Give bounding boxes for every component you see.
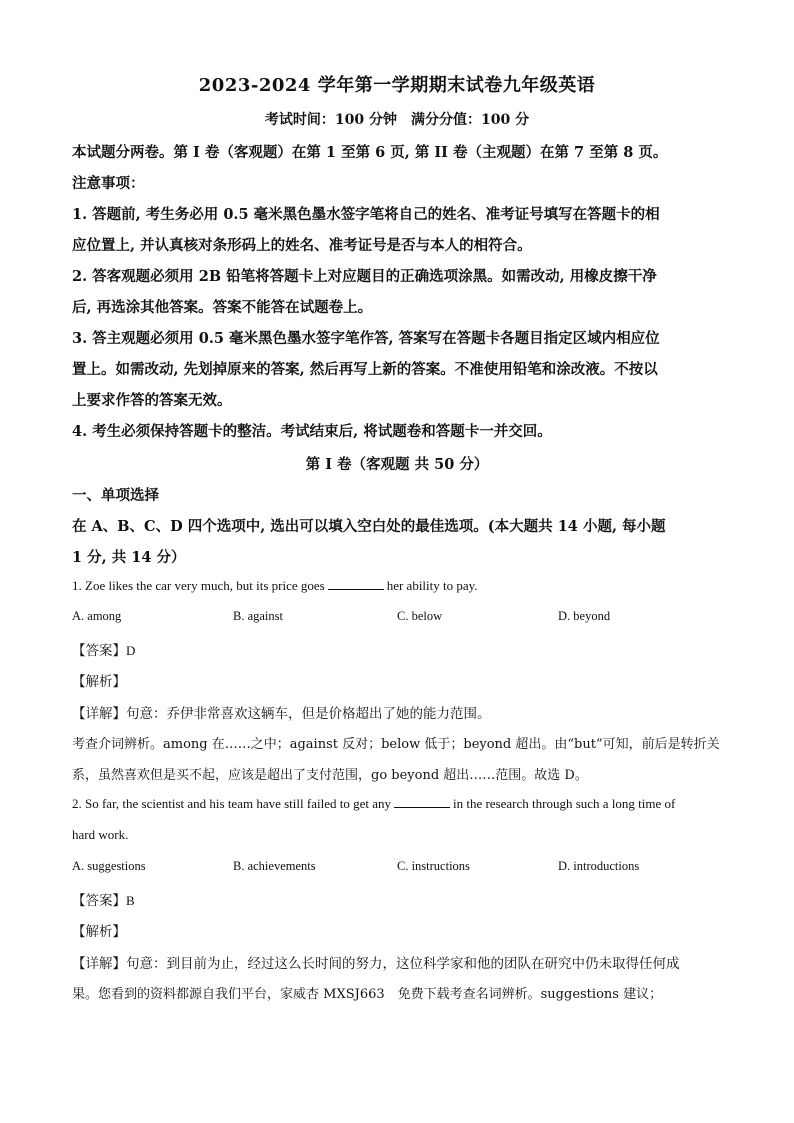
question-1-before: 1. Zoe likes the car very much, but its price goes (72, 578, 325, 593)
notes-heading: 注意事项： (72, 175, 145, 192)
part-heading: 一、单项选择 (72, 487, 159, 504)
note-3-line-1: 3. 答主观题必须用 0.5 毫米黑色墨水签字笔作答, 答案写在答题卡各题目指定区域内相应位 (72, 330, 660, 347)
note-2-line-1: 2. 答客观题必须用 2B 铅笔将答题卡上对应题目的正确选项涂黑。如需改动, 用橡皮擦干净 (72, 268, 657, 285)
q2-detail-text: 句意：到目前为止，经过这么长时间的努力，这位科学家和他的团队在研究中仍未取得任何成 (126, 956, 680, 972)
q1-option-a: A. among (72, 609, 122, 623)
question-2-cont: hard work. (72, 827, 129, 842)
q2-option-a: A. suggestions (72, 859, 146, 873)
q2-option-d: D. introductions (558, 859, 640, 873)
q2-option-c: C. instructions (397, 859, 470, 873)
q1-option-d: D. beyond (558, 609, 611, 623)
instruction-line-2: 1 分, 共 14 分） (72, 549, 186, 566)
q2-answer-label: 【答案】 (72, 893, 126, 909)
note-3-line-2: 置上。如需改动, 先划掉原来的答案, 然后再写上新的答案。不准使用铅笔和涂改液。不按以 (72, 361, 658, 378)
exam-info: 考试时间：100 分钟 满分分值：100 分 (264, 112, 530, 128)
note-1-line-2: 应位置上, 并认真核对条形码上的姓名、准考证号是否与本人的相符合。 (72, 237, 532, 254)
question-1-after: her ability to pay. (386, 578, 478, 593)
q1-explanation-line-1: 考查介词辨析。among 在……之中；against 反对；below 低于；beyond 超出。由“but”可知，前后是转折关 (72, 737, 720, 752)
note-3-line-3: 上要求作答的答案无效。 (72, 392, 232, 409)
q1-answer-value: D (126, 643, 136, 658)
note-2-line-2: 后, 再选涂其他答案。答案不能答在试题卷上。 (72, 299, 373, 316)
question-1-blank (328, 578, 384, 590)
intro-line: 本试题分两卷。第 I 卷（客观题）在第 1 至第 6 页, 第 II 卷（主观题）在第 7 至第 8 页。 (72, 144, 668, 161)
question-2-blank (394, 796, 450, 808)
question-1 (72, 578, 478, 594)
q1-option-b: B. against (233, 609, 283, 623)
q2-detail (72, 952, 680, 972)
q2-answer (72, 889, 135, 909)
question-2-after: in the research through such a long time of (452, 796, 676, 811)
q1-answer-label: 【答案】 (72, 643, 126, 659)
q1-detail-text: 句意：乔伊非常喜欢这辆车，但是价格超出了她的能力范围。 (126, 706, 491, 722)
q1-explanation-line-2: 系，虽然喜欢但是买不起，应该是超出了支付范围，go beyond 超出……范围。故选 D。 (72, 768, 588, 783)
q1-option-c: C. below (397, 609, 443, 623)
q1-analysis-label: 【解析】 (72, 674, 126, 690)
section-title: 第 I 卷（客观题 共 50 分） (305, 456, 489, 473)
q2-detail-label: 【详解】 (72, 956, 126, 972)
q1-detail-label: 【详解】 (72, 706, 126, 722)
question-2-before: 2. So far, the scientist and his team have still failed to get any (72, 796, 391, 811)
note-4-line-1: 4. 考生必须保持答题卡的整洁。考试结束后, 将试题卷和答题卡一并交回。 (72, 423, 552, 440)
q2-answer-value: B (126, 893, 135, 908)
note-1-line-1: 1. 答题前, 考生务必用 0.5 毫米黑色墨水签字笔将自己的姓名、准考证号填写在答题卡的相 (72, 206, 660, 223)
q1-answer (72, 639, 135, 659)
q2-option-b: B. achievements (233, 859, 316, 873)
question-2 (72, 796, 675, 812)
page-title: 2023-2024 学年第一学期期末试卷九年级英语 (198, 75, 596, 96)
q2-analysis-label: 【解析】 (72, 924, 126, 940)
instruction-line-1: 在 A、B、C、D 四个选项中, 选出可以填入空白处的最佳选项。(本大题共 14 小题, 每小题 (72, 518, 666, 535)
q2-explanation-line-1: 果。您看到的资料都源自我们平台，家威杏 MXSJ663 免费下载考查名词辨析。suggestions 建议； (72, 987, 663, 1002)
q1-detail (72, 702, 491, 722)
